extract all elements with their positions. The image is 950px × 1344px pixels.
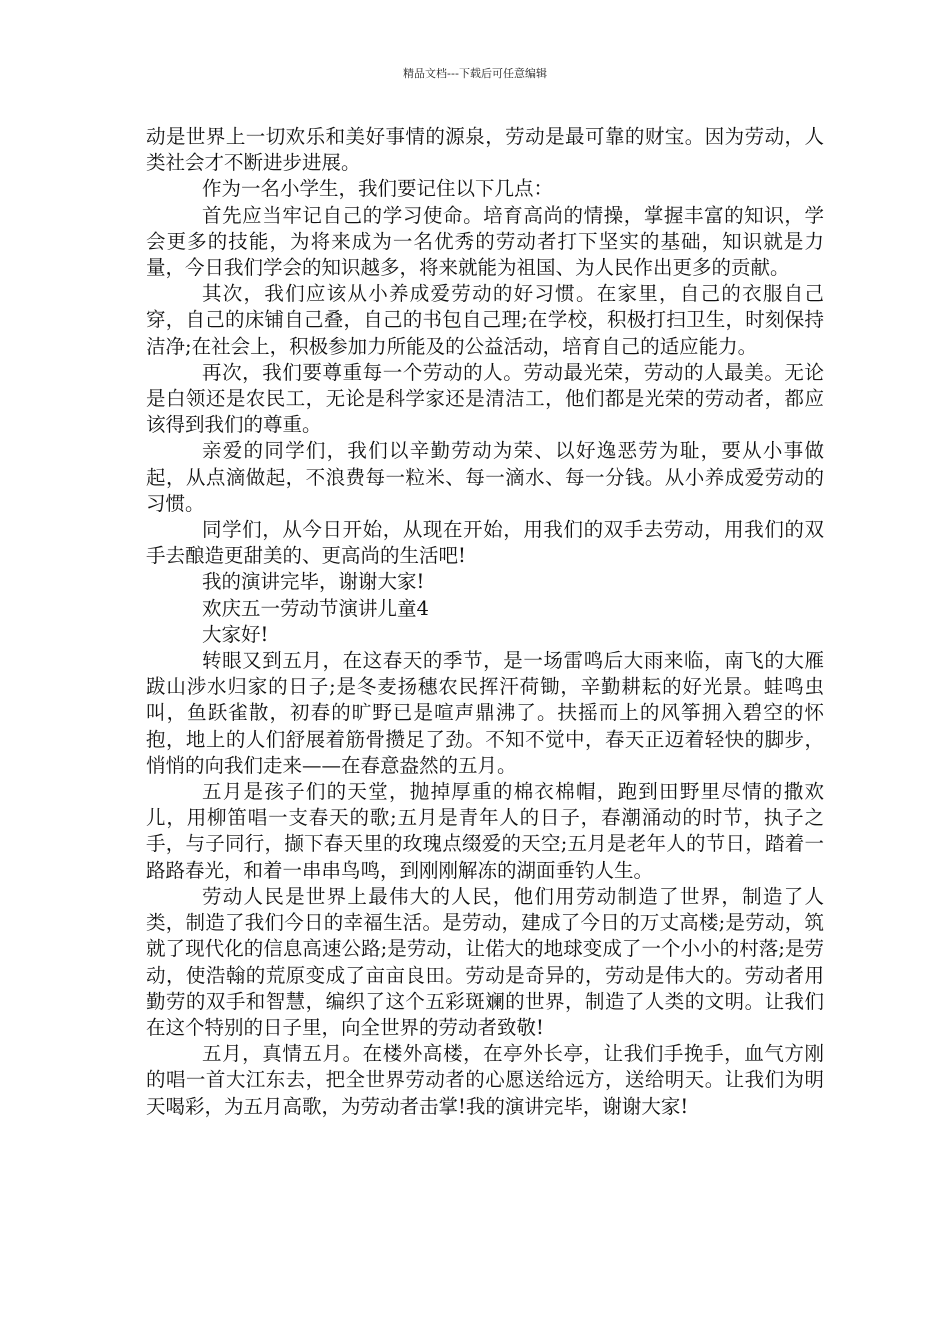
paragraph: 作为一名小学生，我们要记住以下几点： [202, 177, 554, 201]
paragraph: 首先应当牢记自己的学习使命。培育高尚的情操，掌握丰富的知识，学会更多的技能，为将来成为一名优秀的劳动者打下坚实的基础，知识就是力量，今日我们学会的知识越多，将来就能为祖国、为人民作出更多的贡献。 [146, 203, 824, 280]
paragraph: 再次，我们要尊重每一个劳动的人。劳动最光荣，劳动的人最美。无论是白领还是农民工，无论是科学家还是清洁工，他们都是光荣的劳动者，都应该得到我们的尊重。 [146, 360, 824, 437]
paragraph: 转眼又到五月，在这春天的季节，是一场雷鸣后大雨来临，南飞的大雁跋山涉水归家的日子;是冬麦扬穗农民挥汗荷锄，辛勤耕耘的好光景。蛙鸣虫叫，鱼跃雀散，初春的旷野已是喧声鼎沸了。扶摇而上的风筝拥入碧空的怀抱，地上的人们舒展着筋骨攒足了劲。不知不觉中，春天正迈着轻快的脚步，悄悄的向我们走来——在春意盎然的五月。 [146, 649, 824, 777]
section-title: 欢庆五一劳动节演讲儿童4 [202, 596, 429, 620]
paragraph: 亲爱的同学们，我们以辛勤劳动为荣、以好逸恶劳为耻，要从小事做起，从点滴做起，不浪费每一粒米、每一滴水、每一分钱。从小养成爱劳动的习惯。 [146, 439, 824, 515]
paragraph: 五月，真情五月。在楼外高楼，在亭外长亭，让我们手挽手，血气方刚的唱一首大江东去，把全世界劳动者的心愿送给远方，送给明天。让我们为明天喝彩，为五月高歌，为劳动者击掌!我的演讲完毕，谢谢大家! [146, 1042, 824, 1118]
paragraph: 同学们，从今日开始，从现在开始，用我们的双手去劳动，用我们的双手去酿造更甜美的、更高尚的生活吧! [146, 518, 824, 568]
paragraph: 我的演讲完毕，谢谢大家! [202, 570, 425, 594]
page-header: 精品文档---下载后可任意编辑 [403, 67, 547, 80]
paragraph: 五月是孩子们的天堂，抛掉厚重的棉衣棉帽，跑到田野里尽情的撒欢儿，用柳笛唱一支春天的歌;五月是青年人的日子，春潮涌动的时节，执子之手，与子同行，撷下春天里的玫瑰点缀爱的天空;五月是老年人的节日，踏着一路路春光，和着一串串鸟鸣，到刚刚解冻的湖面垂钓人生。 [146, 780, 824, 882]
paragraph: 劳动人民是世界上最伟大的人民，他们用劳动制造了世界，制造了人类，制造了我们今日的幸福生活。是劳动，建成了今日的万丈高楼;是劳动，筑就了现代化的信息高速公路;是劳动，让偌大的地球变成了一个小小的村落;是劳动，使浩翰的荒原变成了亩亩良田。劳动是奇异的，劳动是伟大的。劳动者用勤劳的双手和智慧，编织了这个五彩斑斓的世界，制造了人类的文明。让我们在这个特别的日子里，向全世界的劳动者致敬! [146, 884, 824, 1039]
paragraph: 动是世界上一切欢乐和美好事情的源泉，劳动是最可靠的财宝。因为劳动，人类社会才不断进步进展。 [146, 125, 824, 175]
greeting: 大家好! [202, 622, 269, 646]
paragraph: 其次，我们应该从小养成爱劳动的好习惯。在家里，自己的衣服自己穿，自己的床铺自己叠，自己的书包自己理;在学校，积极打扫卫生，时刻保持洁净;在社会上，积极参加力所能及的公益活动，培育自己的适应能力。 [146, 282, 824, 358]
document-body [146, 124, 824, 1120]
